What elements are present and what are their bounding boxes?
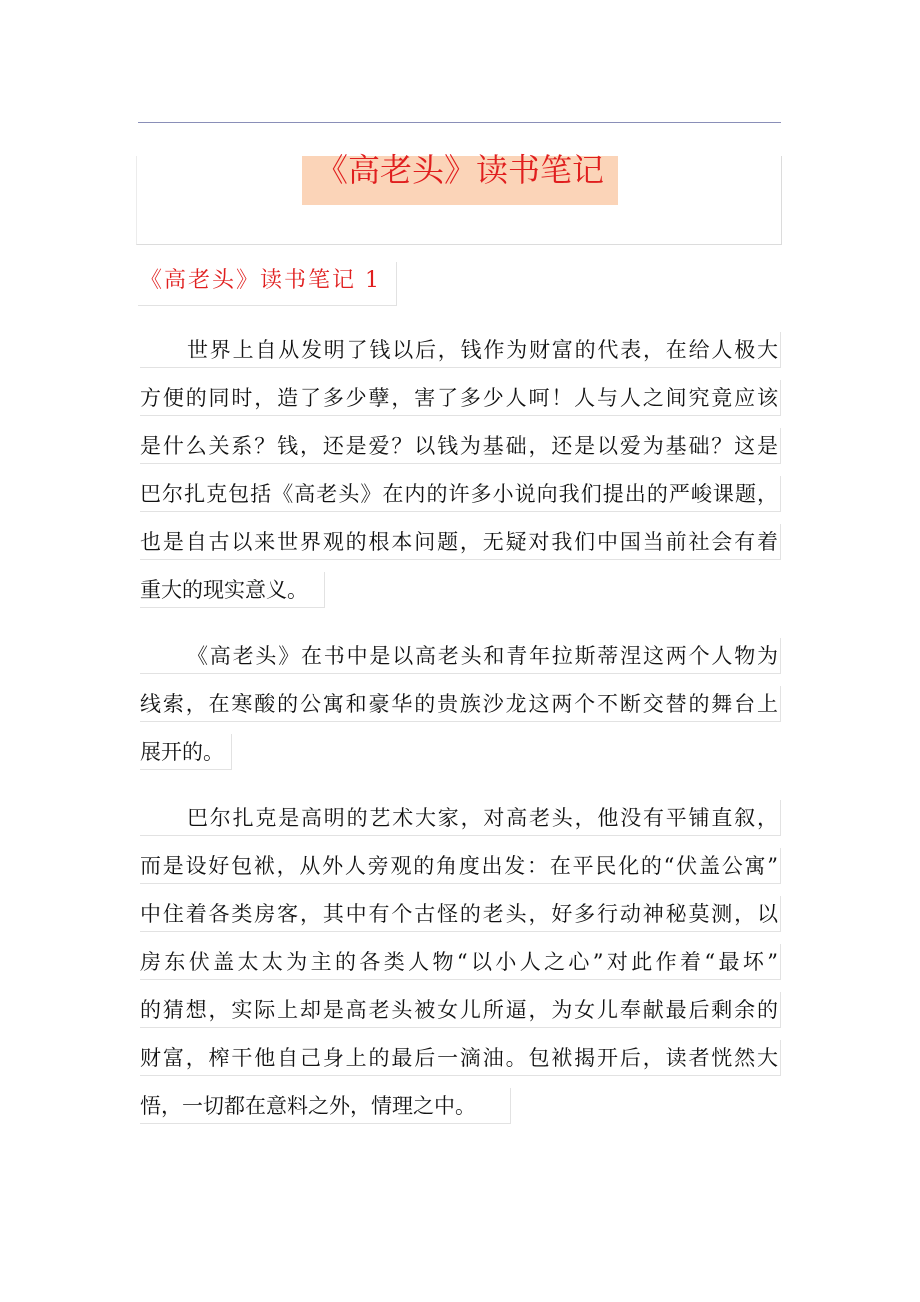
- paragraph-line: 也是自古以来世界观的根本问题，无疑对我们中国当前社会有着: [140, 524, 781, 560]
- paragraph-line: 房东伏盖太太为主的各类人物“以小人之心”对此作着“最坏”: [140, 944, 781, 980]
- paragraph-line: 悟，一切都在意料之外，情理之中。: [140, 1088, 511, 1124]
- document-title: 《高老头》读书笔记: [315, 151, 604, 189]
- paragraph-line: 方便的同时，造了多少孽，害了多少人呵！人与人之间究竟应该: [140, 380, 781, 416]
- paragraph-line: 是什么关系？钱，还是爱？以钱为基础，还是以爱为基础？这是: [140, 428, 781, 464]
- paragraph-line: 财富，榨干他自己身上的最后一滴油。包袱揭开后，读者恍然大: [140, 1040, 781, 1076]
- paragraph-line: 巴尔扎克包括《高老头》在内的许多小说向我们提出的严峻课题，: [140, 476, 781, 512]
- paragraph-line: 线索，在寒酸的公寓和豪华的贵族沙龙这两个不断交替的舞台上: [140, 686, 781, 722]
- header-rule: [138, 122, 781, 123]
- paragraph-line: 而是设好包袱，从外人旁观的角度出发：在平民化的“伏盖公寓”: [140, 848, 781, 884]
- paragraph-line: 的猜想，实际上却是高老头被女儿所逼，为女儿奉献最后剩余的: [140, 992, 781, 1028]
- paragraph-line: 《高老头》在书中是以高老头和青年拉斯蒂涅这两个人物为: [140, 638, 781, 674]
- section-heading: 《高老头》读书笔记 1: [140, 268, 381, 293]
- paragraph-line: 展开的。: [140, 734, 232, 770]
- paragraph-line: 中住着各类房客，其中有个古怪的老头，好多行动神秘莫测，以: [140, 896, 781, 932]
- paragraph-line: 重大的现实意义。: [140, 572, 325, 608]
- paragraph-line: 世界上自从发明了钱以后，钱作为财富的代表，在给人极大: [140, 332, 781, 368]
- paragraph-line: 巴尔扎克是高明的艺术大家，对高老头，他没有平铺直叙，: [140, 800, 781, 836]
